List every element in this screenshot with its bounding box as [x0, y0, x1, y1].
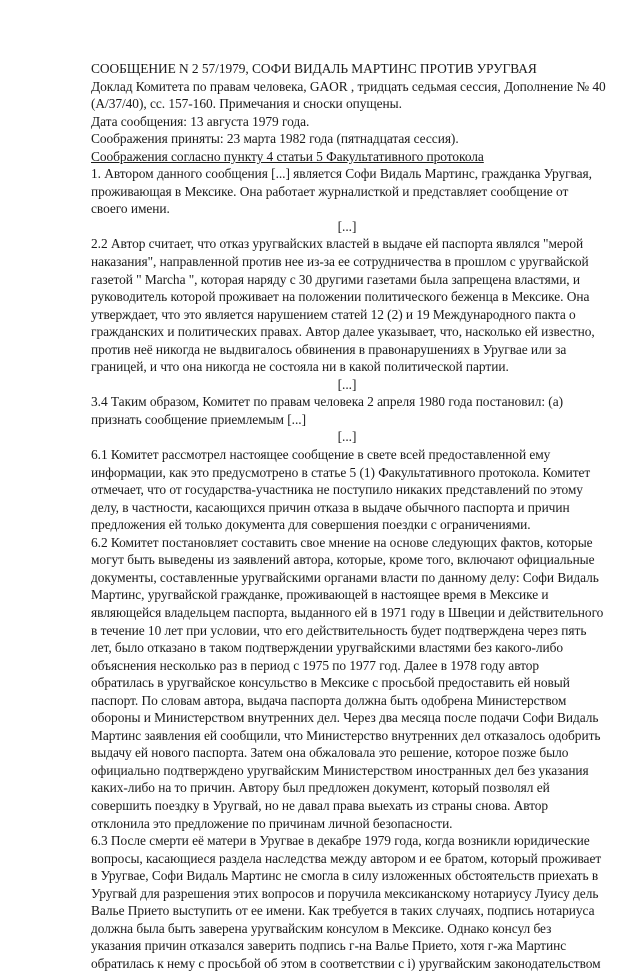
paragraph-line: обратилась к нему с просьбой об этом в соответствии с i) уругвайским законодательством — [91, 955, 601, 971]
section-heading: Соображения согласно пункту 4 статьи 5 Факультативного протокола — [91, 148, 484, 164]
paragraph-line: выдачу ей нового паспорта. Затем она обжаловала это решение, которое позже было — [91, 745, 569, 761]
paragraph-line: 6.1 Комитет рассмотрел настоящее сообщение в свете всей предоставленной ему — [91, 447, 551, 463]
header-line-reference: (A/37/40), сс. 157-160. Примечания и сноски опущены. — [91, 96, 402, 112]
paragraph-line: объяснения несколько раз в период с 1975 по 1977 год. Далее в 1978 году автор — [91, 657, 540, 673]
paragraph-line: утверждает, что это является нарушением статей 12 (2) и 19 Международного пакта о — [91, 306, 576, 322]
paragraph-line: обратилась в уругвайское консульство в Мексике с просьбой предоставить ей новый — [91, 675, 570, 691]
paragraph-line: отклонила это предложение по причинам личной безопасности. — [91, 815, 453, 831]
header-line-adopted: Соображения приняты: 23 марта 1982 года (пятнадцатая сессия). — [91, 131, 459, 147]
paragraph-line: в течение 10 лет при условии, что его действительность будет подтверждена через пять — [91, 622, 587, 638]
paragraph-line: делу, в частности, касающихся причин отказа в выдаче обычного паспорта и причин — [91, 499, 570, 515]
document-page — [91, 60, 606, 972]
paragraph-line: против неё никогда не выдвигалось обвинения в правонарушениях в Уругвае или за — [91, 341, 567, 357]
paragraph-line: должна была быть заверена уругвайским консулом в Мексике. Однако консул без — [91, 920, 552, 936]
paragraph-3-4 — [91, 393, 603, 428]
paragraph-line: лет, было отказано в таком подтверждении уругвайскими властями без какого-либо — [91, 640, 564, 656]
paragraph-line: руководитель которой проживает на положении политического беженца в Мексике. Она — [91, 289, 590, 305]
paragraph-line: Валье Прието выступить от ее имени. Как требуется в таких случаях, подпись нотариуса — [91, 903, 595, 919]
paragraph-line: Мартинс заявления ей сообщили, что Министерство внутренних дел отказалось одобрить — [91, 727, 601, 743]
paragraph-line: Уругвай для разрешения этих вопросов и поручила мексиканскому нотариусу Луису дель — [91, 885, 599, 901]
omission-marker: [...] — [337, 218, 357, 234]
paragraph-line: газетой " Marcha ", которая наряду с 30 другими газетами была запрещена властями, и — [91, 271, 581, 287]
omission-marker: [...] — [337, 429, 357, 445]
paragraph-line: своего имени. — [91, 201, 170, 217]
paragraph-line: признать сообщение приемлемым [...] — [91, 411, 306, 427]
document-title: СООБЩЕНИЕ N 2 57/1979, СОФИ ВИДАЛЬ МАРТИНС ПРОТИВ УРУГВАЯ — [91, 61, 537, 76]
paragraph-line: 3.4 Таким образом, Комитет по правам человека 2 апреля 1980 года постановил: (a) — [91, 394, 564, 410]
paragraph-line: информации, как это предусмотрено в статье 5 (1) Факультативного протокола. Комитет — [91, 464, 591, 480]
paragraph-line: документы, составленные уругвайскими органами власти по данному делу: Софи Видаль — [91, 569, 599, 585]
paragraph-6-2 — [91, 534, 603, 832]
paragraph-line: каких-либо на то причин. Автору был предложен документ, который позволял ей — [91, 780, 550, 796]
paragraph-line: гражданских и политических правах. Автор далее указывает, что, насколько ей известно, — [91, 324, 595, 340]
header-line-date: Дата сообщения: 13 августа 1979 года. — [91, 113, 310, 129]
paragraph-line: предложения ей только документа для совершения поездки с ограничениями. — [91, 517, 531, 533]
paragraph-line: официально подтверждено уругвайским Министерством иностранных дел без указания — [91, 762, 589, 778]
paragraph-1 — [91, 165, 603, 218]
paragraph-2-2 — [91, 235, 603, 375]
paragraph-line: в Уругвае, Софи Видаль Мартинс не смогла в силу изложенных обстоятельств приехать в — [91, 868, 599, 884]
paragraph-line: границей, и что она никогда не состояла ни в какой политической партии. — [91, 359, 509, 375]
paragraph-line: Мартинс, уругвайской гражданке, проживающей в настоящее время в Мексике и — [91, 587, 549, 603]
header-line-report: Доклад Комитета по правам человека, GAOR , тридцать седьмая сессия, Дополнение № 40 — [91, 78, 606, 94]
paragraph-line: 1. Автором данного сообщения [...] является Софи Видаль Мартинс, гражданка Уругвая, — [91, 166, 592, 182]
paragraph-line: могут быть выведены из заявлений автора, которые, кроме того, включают официальные — [91, 552, 595, 568]
paragraph-line: проживающая в Мексике. Она работает журналисткой и представляет сообщение от — [91, 183, 569, 199]
paragraph-line: обороны и Министерством внутренних дел. Через два месяца после подачи Софи Видаль — [91, 710, 599, 726]
paragraph-line: отмечает, что от государства-участника не поступило никаких представлений по этому — [91, 482, 583, 498]
paragraph-line: 2.2 Автор считает, что отказ уругвайских властей в выдаче ей паспорта являлся "мерой — [91, 236, 584, 252]
paragraph-line: указания причин отказался заверить подпись г-на Валье Прието, хотя г-жа Мартинс — [91, 938, 567, 954]
paragraph-line: вопросы, касающиеся раздела наследства между автором и ее братом, который проживает — [91, 850, 602, 866]
paragraph-line: совершить поездку в Уругвай, но не давал права выехать из страны снова. Автор — [91, 797, 549, 813]
omission-marker: [...] — [337, 376, 357, 392]
paragraph-line: являющейся владельцем паспорта, выданного ей в 1971 году в Швеции и действительного — [91, 604, 604, 620]
paragraph-line: 6.3 После смерти её матери в Уругвае в декабре 1979 года, когда возникли юридические — [91, 833, 590, 849]
paragraph-6-1 — [91, 446, 603, 534]
paragraph-6-3 — [91, 832, 603, 972]
paragraph-line: наказания", направленной против нее из-за ее сотрудничества в прошлом с уругвайской — [91, 254, 589, 270]
paragraph-line: 6.2 Комитет постановляет составить свое мнение на основе следующих фактов, которые — [91, 534, 593, 550]
paragraph-line: паспорт. По словам автора, выдача паспорта должна быть одобрена Министерством — [91, 692, 567, 708]
